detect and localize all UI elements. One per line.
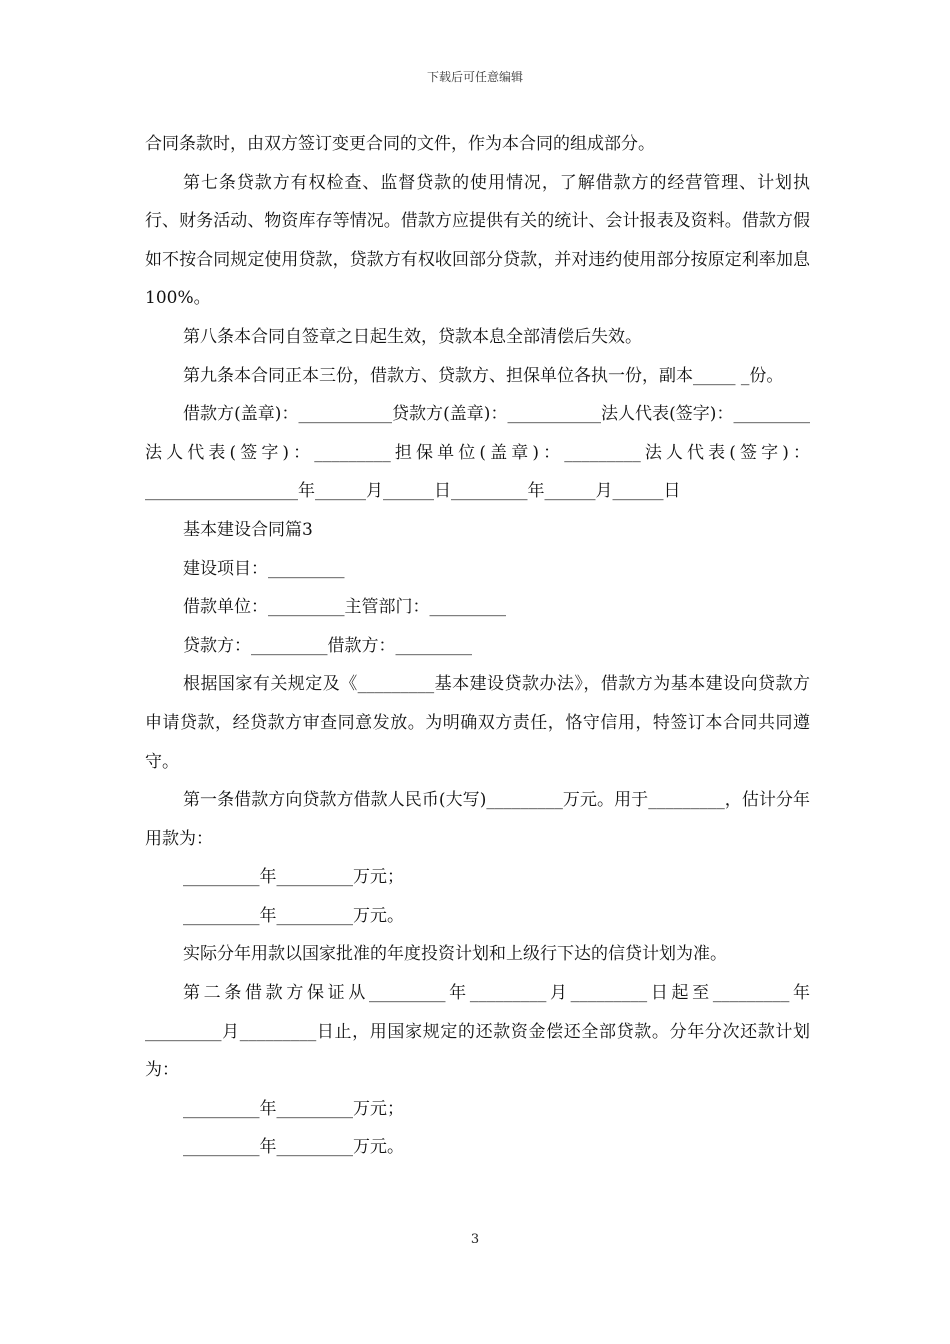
document-body [145,125,810,1167]
section-heading: 基本建设合同篇3 [183,519,313,540]
paragraph-article-9: 第九条本合同正本三份，借款方、贷款方、担保单位各执一份，副本_____ _份。 [183,365,784,386]
paragraph-signatures: 借款方(盖章)：___________贷款方(盖章)：___________法人代表(签字)：_________法人代表(签字)：_________担保单位(盖章)：_________法人代表(签字)：__________________年______月______日_________年______月______日 [145,404,810,502]
field-parties: 贷款方：_________借款方：_________ [183,635,472,656]
paragraph-preamble: 根据国家有关规定及《_________基本建设贷款办法》，借款方为基本建设向贷款方申请贷款，经贷款方审查同意发放。为明确双方责任，恪守信用，特签订本合同共同遵守。 [145,674,810,772]
paragraph-contract-change: 合同条款时，由双方签订变更合同的文件，作为本合同的组成部分。 [145,134,655,154]
page-header: 下载后可任意编辑 [426,70,523,84]
repay-line-2: _________年_________万元。 [183,1137,404,1158]
paragraph-article-2: 第二条借款方保证从_________年_________月_________日起至_________年_________月_________日止，用国家规定的还款资金偿还全部贷款。分年分次还款计划为： [145,983,810,1081]
page-number: 3 [470,1232,480,1247]
paragraph-article-7: 第七条贷款方有权检查、监督贷款的使用情况，了解借款方的经营管理、计划执行、财务活动、物资库存等情况。借款方应提供有关的统计、会计报表及资料。借款方假如不按合同规定使用贷款，贷款方有权收回部分贷款，并对违约使用部分按原定利率加息100%。 [145,172,810,309]
field-project: 建设项目：_________ [183,558,345,579]
paragraph-actual-use: 实际分年用款以国家批准的年度投资计划和上级行下达的信贷计划为准。 [183,944,727,965]
field-borrower-unit: 借款单位：_________主管部门：_________ [183,597,506,618]
plan-line-1: _________年_________万元； [183,867,404,888]
paragraph-article-1: 第一条借款方向贷款方借款人民币(大写)_________万元。用于_________，估计分年用款为： [145,790,810,849]
paragraph-article-8: 第八条本合同自签章之日起生效，贷款本息全部清偿后失效。 [183,326,642,347]
plan-line-2: _________年_________万元。 [183,905,404,926]
repay-line-1: _________年_________万元； [183,1098,404,1119]
